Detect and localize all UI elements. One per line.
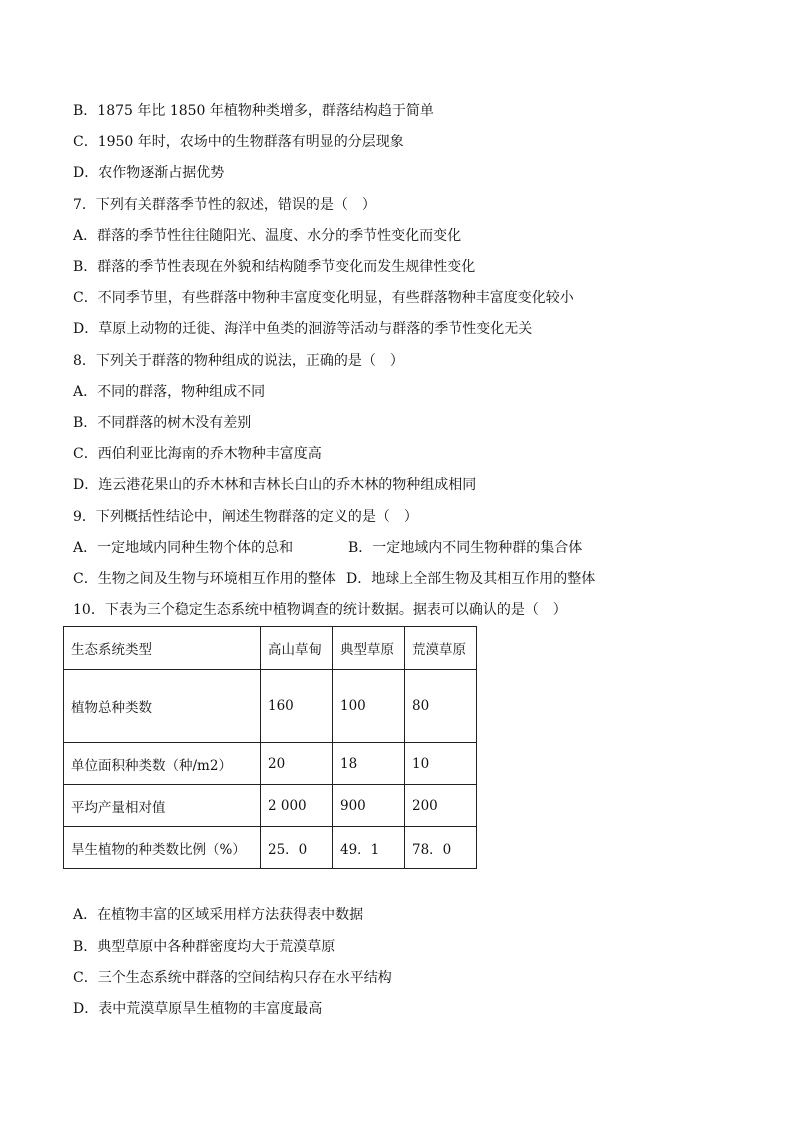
table-header-cell: 典型草原: [333, 627, 405, 670]
option-d-q8: D．连云港花果山的乔木林和吉林长白山的乔木林的物种组成相同: [73, 477, 477, 493]
table-cell: 单位面积种类数（种/m2）: [64, 743, 261, 785]
option-d-q9: D．地球上全部生物及其相互作用的整体: [346, 571, 596, 587]
question-7-stem: 7．下列有关群落季节性的叙述，错误的是（ ）: [73, 197, 376, 213]
table-cell: 2 000: [261, 785, 333, 827]
option-c-q6: C．1950 年时，农场中的生物群落有明显的分层现象: [73, 134, 404, 150]
option-b-q8: B．不同群落的树木没有差别: [73, 415, 252, 431]
table-cell: 200: [405, 785, 477, 827]
option-a-q9: A．一定地域内同种生物个体的总和: [73, 540, 294, 556]
table-header-row: [64, 627, 477, 670]
table-cell: 80: [405, 670, 477, 743]
table-cell: 100: [333, 670, 405, 743]
table-cell: 18: [333, 743, 405, 785]
table-cell: 20: [261, 743, 333, 785]
option-c-q9: C．生物之间及生物与环境相互作用的整体: [73, 571, 336, 587]
question-10-stem: 10．下表为三个稳定生态系统中植物调查的统计数据。据表可以确认的是（ ）: [73, 602, 567, 618]
table-header-cell: 高山草甸: [261, 627, 333, 670]
table-cell: 10: [405, 743, 477, 785]
table-header-cell: 生态系统类型: [64, 627, 261, 670]
table-cell: 植物总种类数: [64, 670, 261, 743]
table-row: [64, 827, 477, 869]
option-d-q7: D．草原上动物的迁徙、海洋中鱼类的洄游等活动与群落的季节性变化无关: [73, 321, 533, 337]
option-a-q8: A．不同的群落，物种组成不同: [73, 384, 266, 400]
question-9-stem: 9．下列概括性结论中，阐述生物群落的定义的是（ ）: [73, 509, 418, 525]
option-b-q10: B．典型草原中各种群密度均大于荒漠草原: [73, 939, 336, 955]
table-cell: 49．1: [333, 827, 405, 869]
table-row: [64, 785, 477, 827]
option-a-q10: A．在植物丰富的区域采用样方法获得表中数据: [73, 907, 364, 923]
table-cell: 25．0: [261, 827, 333, 869]
table-cell: 160: [261, 670, 333, 743]
table-cell: 平均产量相对值: [64, 785, 261, 827]
option-b-q7: B．群落的季节性表现在外貌和结构随季节变化而发生规律性变化: [73, 259, 476, 275]
option-c-q7: C．不同季节里，有些群落中物种丰富度变化明显，有些群落物种丰富度变化较小: [73, 290, 574, 306]
table-cell: 旱生植物的种类数比例（%）: [64, 827, 261, 869]
table-header-cell: 荒漠草原: [405, 627, 477, 670]
option-b-q6: B．1875 年比 1850 年植物种类增多，群落结构趋于简单: [73, 103, 434, 119]
table-cell: 78．0: [405, 827, 477, 869]
table-row: [64, 670, 477, 743]
table-cell: 900: [333, 785, 405, 827]
option-c-q10: C．三个生态系统中群落的空间结构只存在水平结构: [73, 970, 392, 986]
option-a-q7: A．群落的季节性往往随阳光、温度、水分的季节性变化而变化: [73, 228, 462, 244]
table-row: [64, 743, 477, 785]
option-d-q6: D．农作物逐渐占据优势: [73, 165, 225, 181]
question-8-stem: 8．下列关于群落的物种组成的说法，正确的是（ ）: [73, 353, 404, 369]
option-d-q10: D．表中荒漠草原旱生植物的丰富度最高: [73, 1001, 323, 1017]
option-c-q8: C．西伯利亚比海南的乔木物种丰富度高: [73, 446, 322, 462]
survey-data-table: [63, 626, 477, 869]
option-b-q9: B．一定地域内不同生物种群的集合体: [348, 540, 583, 556]
